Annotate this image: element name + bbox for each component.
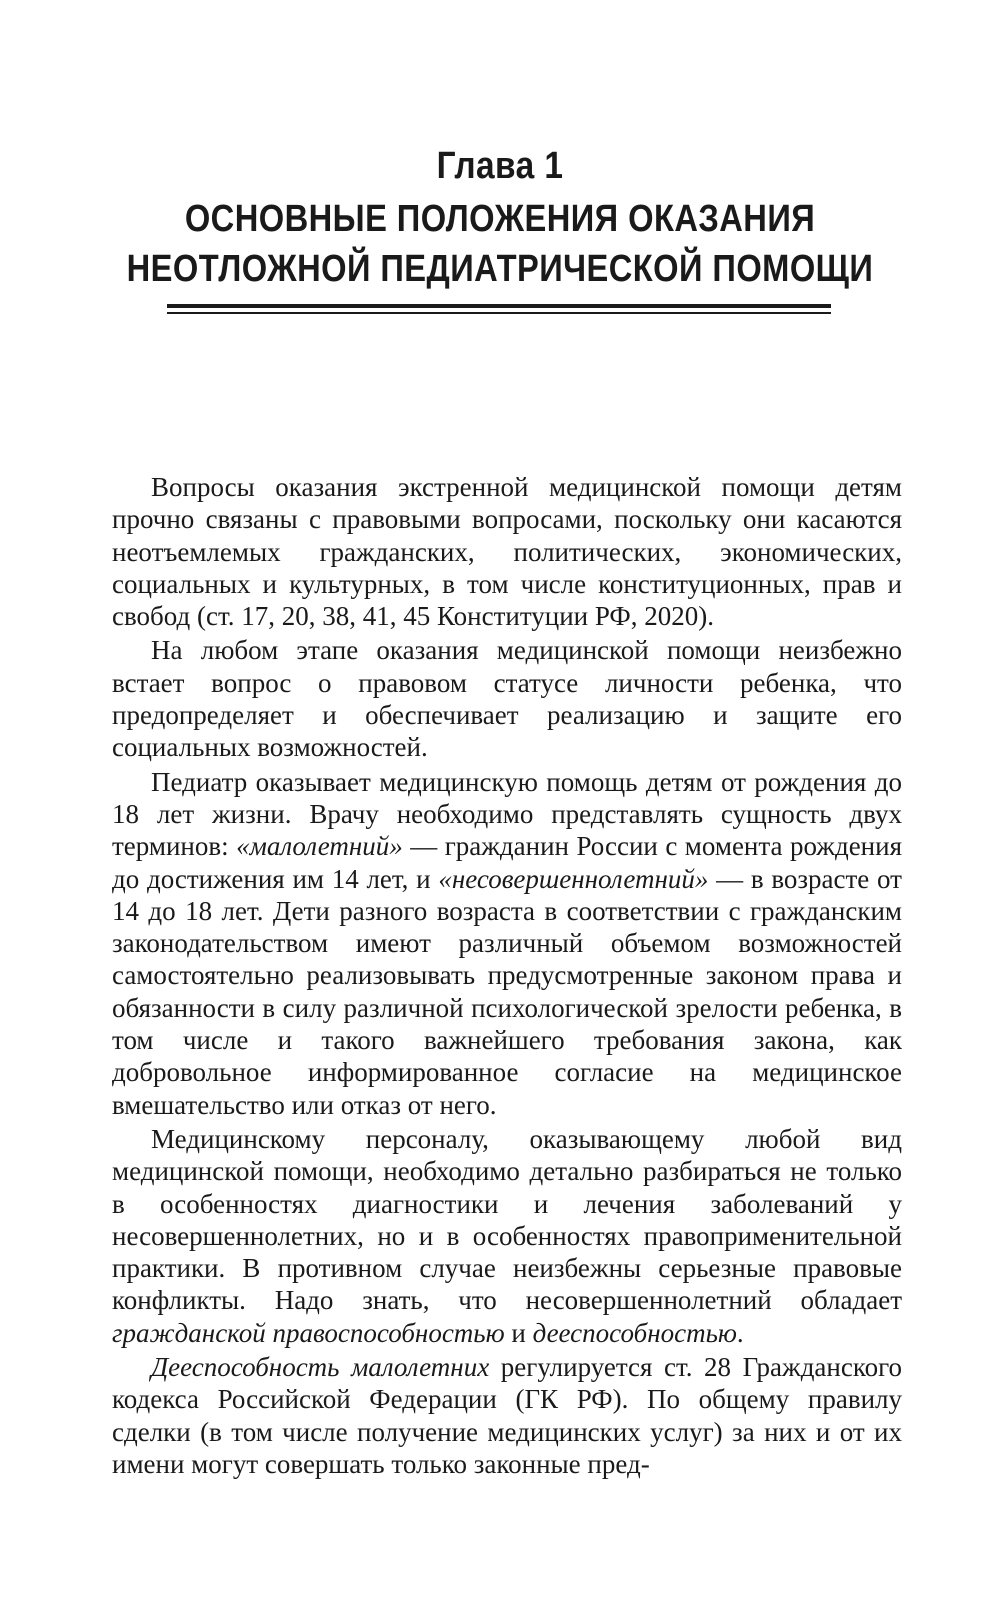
paragraph-4-text-b: и: [504, 1317, 533, 1348]
term-dispositive-capacity: дееспособностью: [532, 1317, 737, 1348]
paragraph-3-text-c: — в возрасте от 14 до 18 лет. Дети разного возраста в соответствии с гражданским законодательством имеют различный объемом возможностей самостоятельно реализовывать предусмотренные законом права и обязанности в силу различной психологической зрелости ребенка, в том числе и такого важнейшего требования закона, как добровольное информированное согласие на медицинское вмешательство или отказ от него.: [112, 863, 902, 1120]
chapter-header: [0, 140, 1000, 294]
paragraph-3-text-a: Педиатр оказывает медицинскую помощь детям от рождения до 18 лет жизни. Врачу необходимо представлять сущность двух терминов:: [112, 766, 902, 862]
chapter-title-line-2: НЕОТЛОЖНОЙ ПЕДИАТРИЧЕСКОЙ ПОМОЩИ: [126, 248, 874, 290]
title-rule-thin: [167, 312, 831, 314]
chapter-number: Глава 1: [436, 145, 564, 187]
chapter-title-line-1: ОСНОВНЫЕ ПОЛОЖЕНИЯ ОКАЗАНИЯ: [184, 198, 816, 240]
paragraph-5: [112, 1351, 902, 1480]
term-minor: «малолетний»: [236, 831, 403, 862]
term-legal-capacity: гражданской правоспособностью: [112, 1317, 505, 1348]
term-minor-capacity: Дееспособность малолетних: [151, 1352, 490, 1383]
paragraph-3: [112, 766, 902, 1121]
body-text: [112, 471, 902, 1482]
paragraph-4-text-a: Медицинскому персоналу, оказывающему любой вид медицинской помощи, необходимо детально разбираться не только в особенностях диагностики и лечения заболеваний у несовершеннолетних, но и в особенностях правоприменительной практики. В противном случае неизбежны серьезные правовые конфликты. Надо знать, что несовершеннолетний обладает: [112, 1123, 902, 1316]
paragraph-4-text-c: .: [736, 1317, 744, 1348]
title-rule-thick: [167, 304, 831, 308]
paragraph-4: [112, 1123, 902, 1349]
paragraph-2: На любом этапе оказания медицинской помощи неизбежно встает вопрос о правовом статусе личности ребенка, что предопределяет и обеспечивает реализацию и защите его социальных возможностей.: [112, 635, 902, 763]
paragraph-3-text-b: — гражданин России с момента рождения до достижения им 14 лет, и: [112, 831, 902, 894]
paragraph-5-text-a: регулируется ст. 28 Гражданского кодекса Российской Федерации (ГК РФ). По общему правилу сделки (в том числе получение медицинских услуг) за них и от их имени могут совершать только законные пред-: [112, 1352, 903, 1479]
term-underage: «несовершеннолетний»: [438, 863, 709, 894]
paragraph-1: Вопросы оказания экстренной медицинской помощи детям прочно связаны с правовыми вопросами, поскольку они касаются неотъемлемых гражданских, политических, экономических, социальных и культурных, в том числе конституционных, прав и свобод (ст. 17, 20, 38, 41, 45 Конституции РФ, 2020).: [112, 472, 902, 632]
